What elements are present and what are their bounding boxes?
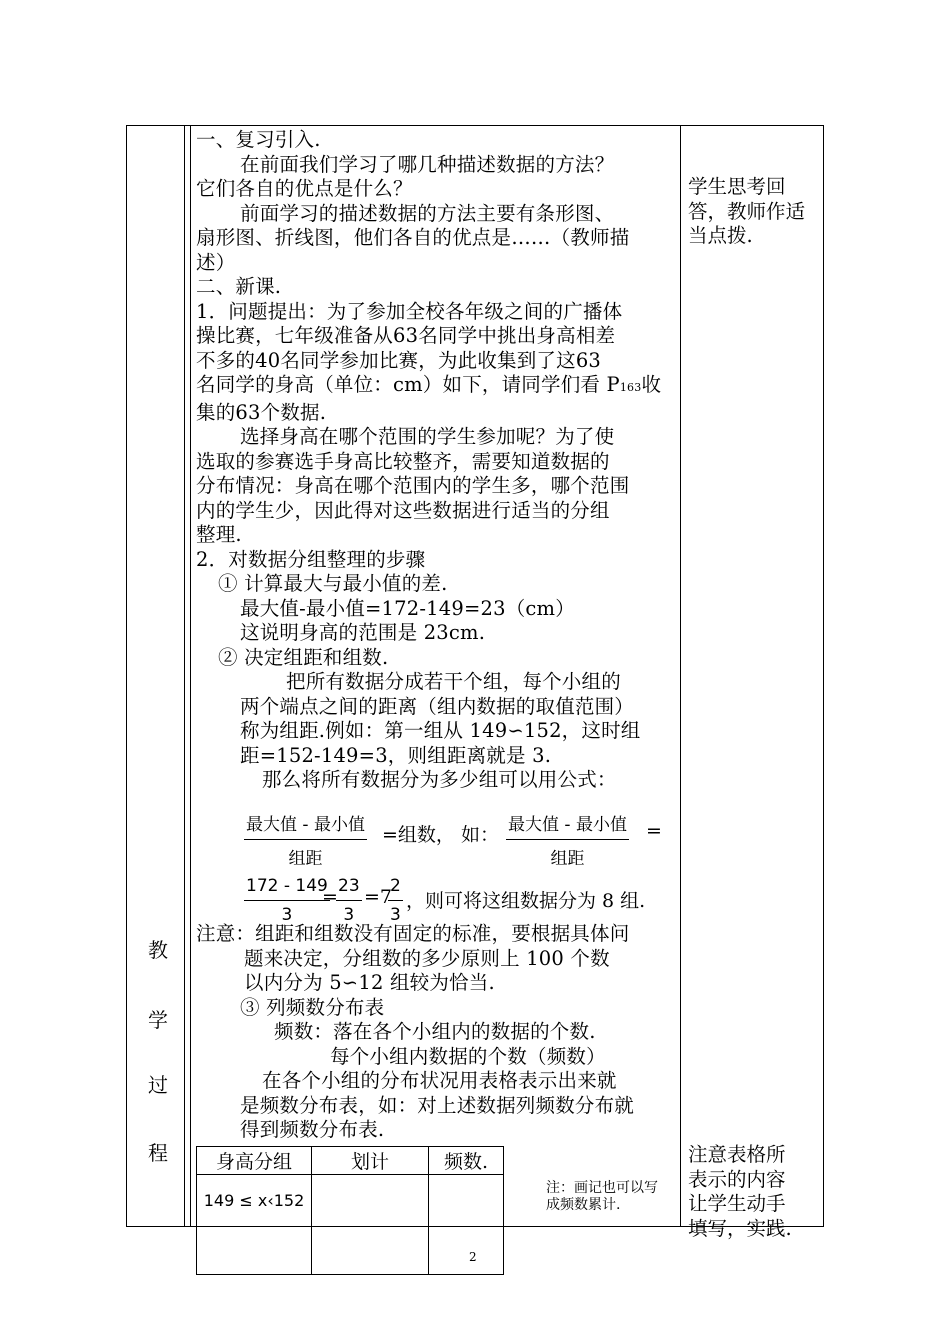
lesson-content-continued <box>196 922 678 1143</box>
table-cell <box>197 1227 312 1275</box>
text-line: 在前面我们学习了哪几种描述数据的方法？ <box>240 152 615 176</box>
fraction: $\frac{23}{3}$ <box>338 876 360 925</box>
table-header: 身高分组 <box>197 1147 312 1175</box>
table-cell <box>429 1227 504 1275</box>
text-line: 这说明身高的范围是 23cm. <box>240 621 486 644</box>
text-line: 内的学生少，因此得对这些数据进行适当的分组 <box>196 498 610 522</box>
text-line: 在各个小组的分布状况用表格表示出来就 <box>262 1069 617 1092</box>
text-line: 二、新课. <box>196 275 282 298</box>
text-line: 最大值-最小值=172-149=23（cm） <box>240 596 575 620</box>
side-note-line: 学生思考回 <box>688 175 786 198</box>
formula-text: =组数， 如： <box>382 824 499 846</box>
text-line: 扇形图、折线图，他们各自的优点是……（教师描 <box>196 226 630 249</box>
text-line: 是频数分布表，如：对上述数据列频数分布就 <box>240 1093 635 1117</box>
fraction: $\frac{172 - 149}{3}$ <box>246 876 328 925</box>
text-line: 一、复习引入. <box>196 128 321 151</box>
text-line: 得到频数分布表. <box>240 1118 385 1141</box>
lesson-content <box>196 128 678 793</box>
section-label-char: 学 <box>148 1008 168 1032</box>
text-line: 题来决定，分组数的多少原则上 100 个数 <box>244 946 610 970</box>
text-line: 选取的参赛选手身高比较整齐，需要知道数据的 <box>196 449 610 473</box>
text-line: 距=152-149=3，则组距离就是 3. <box>240 743 552 767</box>
text-line: 分布情况：身高在哪个范围内的学生多，哪个范围 <box>196 474 630 497</box>
table-cell <box>429 1175 504 1227</box>
text-line: 那么将所有数据分为多少组可以用公式： <box>262 768 617 791</box>
text-line: 述） <box>196 250 236 274</box>
text-line: 整理. <box>196 523 242 546</box>
frequency-table <box>196 1146 504 1275</box>
section-label-char: 过 <box>148 1073 168 1097</box>
text-line: 称为组距.例如：第一组从 149∽152，这时组 <box>240 719 641 742</box>
section-label-char: 教 <box>148 938 168 962</box>
table-cell <box>312 1227 429 1275</box>
teacher-note-1 <box>688 175 820 249</box>
text-line: 每个小组内数据的个数（频数） <box>330 1044 606 1068</box>
text-line: 名同学的身高（单位：cm）如下，请同学们看 P163收 <box>196 373 662 396</box>
section-label-char: 程 <box>148 1141 168 1165</box>
text-line: 集的63个数据. <box>196 400 327 424</box>
side-note-line: 填写，实践. <box>688 1216 792 1240</box>
text-line: 操比赛，七年级准备从63名同学中挑出身高相差 <box>196 324 616 347</box>
table-cell <box>312 1175 429 1227</box>
side-note-line: 注意表格所 <box>688 1143 786 1166</box>
text-line: 频数：落在各个小组内的数据的个数. <box>274 1020 596 1043</box>
page-number: 2 <box>469 1250 477 1264</box>
formula-text: ，则可将这组数据分为 8 组. <box>406 890 646 912</box>
column-divider <box>680 125 681 1227</box>
formula-text: = <box>322 886 338 908</box>
fraction: 最大值 - 最小值 组距 <box>506 810 629 869</box>
column-divider <box>184 125 185 1227</box>
text-line: 前面学习的描述数据的方法主要有条形图、 <box>240 201 615 225</box>
text-line: 注意：组距和组数没有固定的标准，要根据具体问 <box>196 922 630 945</box>
text-line: 两个端点之间的距离（组内数据的取值范围） <box>240 694 635 718</box>
text-line: 不多的40名同学参加比赛，为此收集到了这63 <box>196 348 602 372</box>
side-note-line: 表示的内容 <box>688 1167 786 1191</box>
text-line: 1．问题提出：为了参加全校各年级之间的广播体 <box>196 299 623 323</box>
text-line: 以内分为 5∽12 组较为恰当. <box>244 971 495 994</box>
text-line: 2．对数据分组整理的步骤 <box>196 547 426 571</box>
formula-text: =7 <box>364 886 393 908</box>
table-cell-range: 149 ≤ x‹152 <box>197 1175 312 1227</box>
fraction: $\frac{2}{3}$ <box>390 876 401 925</box>
teacher-note-2 <box>688 1143 820 1241</box>
text-line: ③ 列频数分布表 <box>240 995 385 1019</box>
table-header: 频数. <box>429 1147 504 1175</box>
text-line: ② 决定组距和组数. <box>218 645 389 669</box>
text-line: 把所有数据分成若干个组，每个小组的 <box>286 670 621 693</box>
table-side-note: 注：画记也可以写成频数累计. <box>546 1180 658 1213</box>
column-divider <box>190 125 191 1227</box>
formula-text: = <box>646 820 662 842</box>
table-header: 划计 <box>312 1147 429 1175</box>
text-line: 选择身高在哪个范围的学生参加呢？为了使 <box>240 425 615 448</box>
side-note-line: 让学生动手 <box>688 1192 786 1215</box>
fraction: 最大值 - 最小值 组距 <box>244 810 367 869</box>
side-note-line: 答，教师作适 <box>688 199 806 223</box>
text-line: ① 计算最大与最小值的差. <box>218 572 448 595</box>
side-note-line: 当点拨. <box>688 224 753 247</box>
text-line: 它们各自的优点是什么？ <box>196 177 413 200</box>
